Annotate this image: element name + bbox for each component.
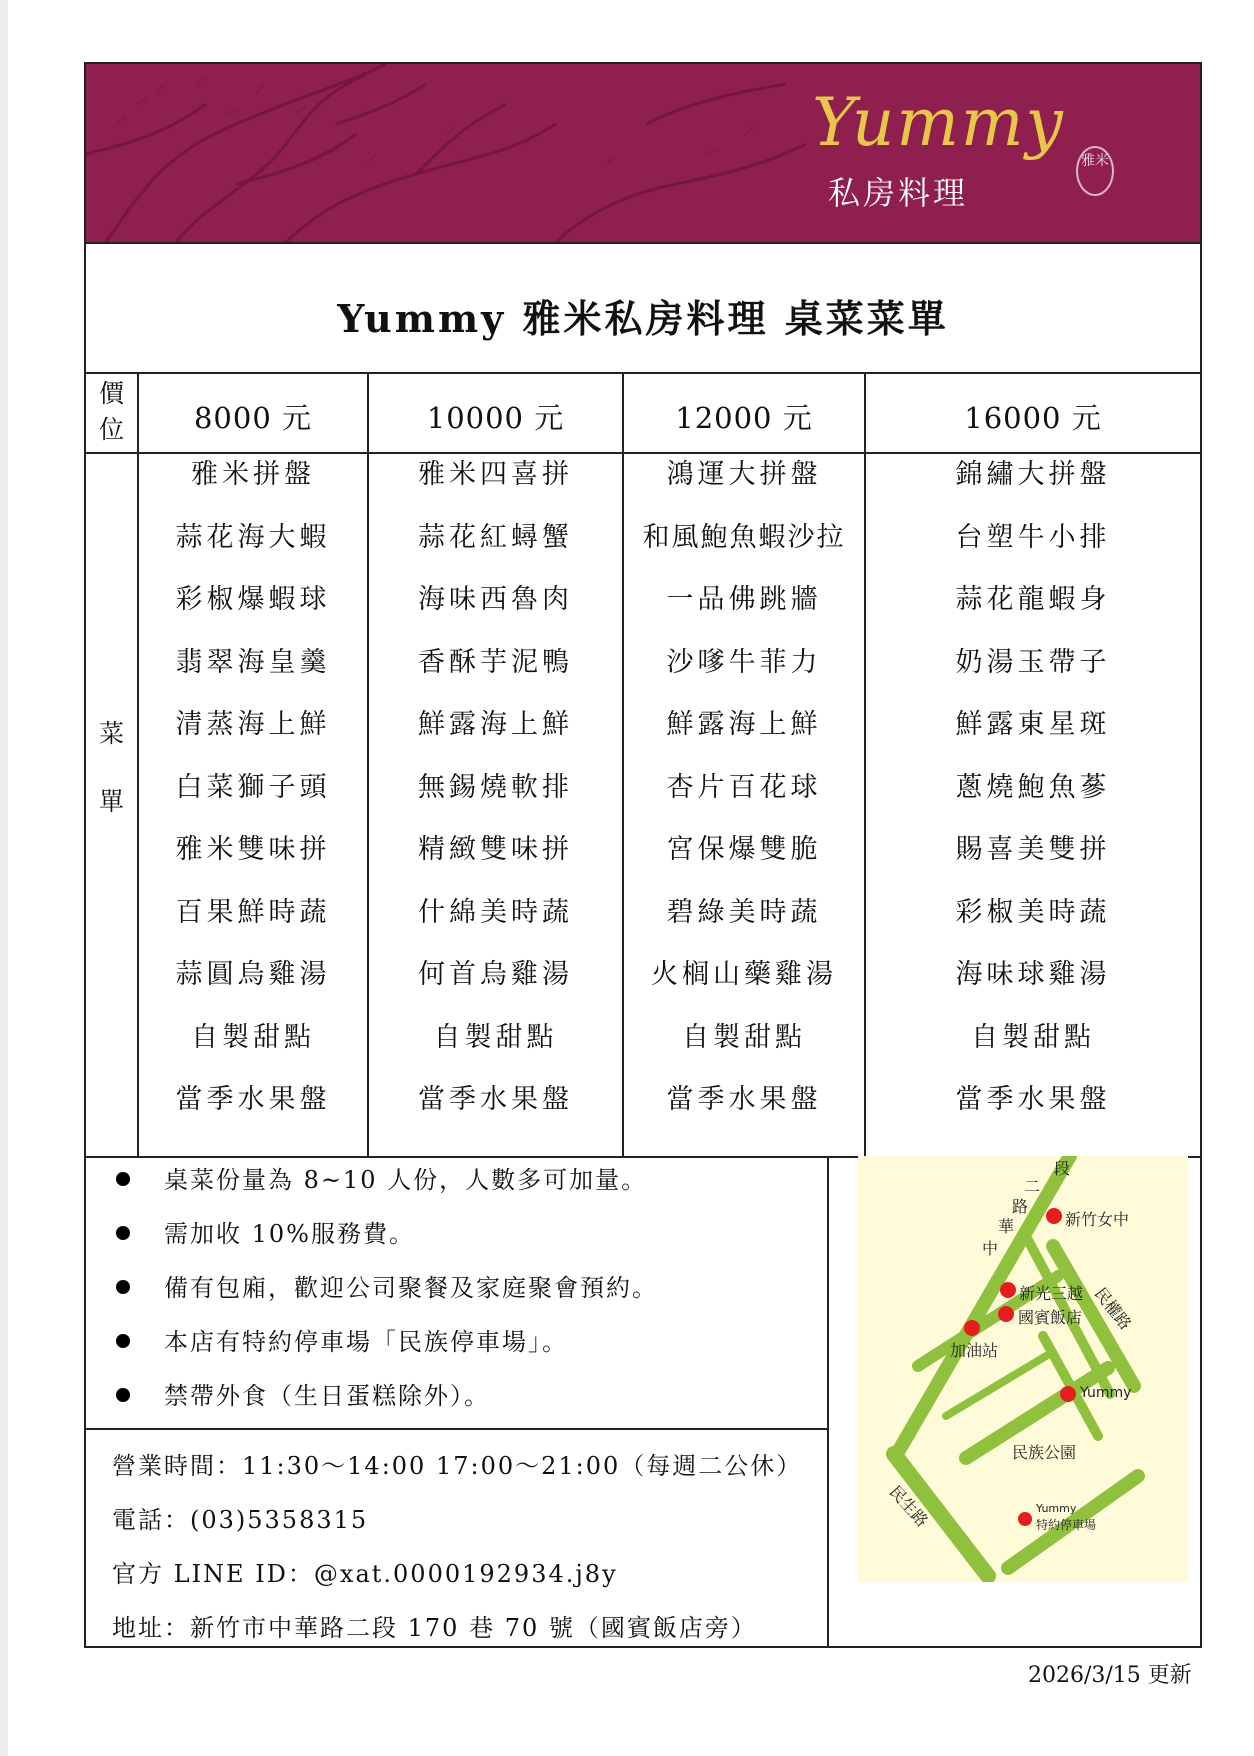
road-label: 二: [1024, 1177, 1041, 1196]
dish-item: 當季水果盤: [175, 1084, 331, 1115]
note-text: 需加收 10%服務費。: [164, 1220, 415, 1248]
dish-item: 白菜獅子頭: [175, 771, 331, 803]
note-text: 桌菜份量為 8~10 人份，人數多可加量。: [164, 1166, 648, 1194]
road-label-minquan: 民權路: [1090, 1283, 1136, 1334]
dish-item: 鴻運大拼盤: [666, 459, 822, 490]
note-item: [116, 1322, 568, 1357]
price-label-top: 價: [98, 379, 124, 408]
dishes-16000: [866, 454, 1200, 1142]
parking-marker: [1018, 1512, 1032, 1526]
map-marker: [1046, 1208, 1062, 1224]
dish-item: 無錫燒軟排: [418, 771, 573, 803]
dish-item: 蒜花龍蝦身: [955, 584, 1111, 615]
dish-item: 什綿美時蔬: [418, 896, 573, 928]
address: 地址：新竹市中華路二段 170 巷 70 號（國賓飯店旁）: [112, 1614, 757, 1642]
price-label: [86, 372, 137, 452]
note-item: [116, 1376, 490, 1411]
yummy-marker: [1060, 1386, 1076, 1402]
dish-item: 沙嗲牛菲力: [666, 646, 822, 678]
note-text: 禁帶外食（生日蛋糕除外）。: [164, 1382, 490, 1410]
map-marker: [1000, 1282, 1016, 1298]
dish-item: 自製甜點: [191, 1021, 315, 1053]
location-map: [858, 1156, 1188, 1582]
logo-subtitle: 私房料理: [828, 174, 969, 212]
map-marker: [964, 1320, 980, 1336]
bullet-icon: [116, 1334, 130, 1348]
menu-label-top: 菜: [98, 719, 124, 748]
bullet-icon: [116, 1280, 130, 1294]
road-label: 段: [1054, 1159, 1071, 1178]
dish-item: 自製甜點: [971, 1021, 1095, 1053]
place-label: 特約停車場: [1036, 1518, 1097, 1532]
dish-item: 當季水果盤: [666, 1084, 822, 1115]
dish-item: 雅米拼盤: [191, 459, 315, 490]
place-label: 新光三越: [1019, 1284, 1084, 1303]
place-label: 民族公園: [1012, 1443, 1077, 1462]
menu-label-bottom: 單: [98, 787, 124, 816]
dishes-10000: [369, 454, 622, 1142]
dishes-12000: [624, 454, 864, 1142]
bullet-icon: [116, 1172, 130, 1186]
logo-seal-text: 雅米: [1081, 153, 1109, 169]
price-16000: 16000 元: [964, 401, 1102, 435]
bullet-icon: [116, 1226, 130, 1240]
menu-document: [84, 62, 1202, 1648]
place-label: Yummy: [1080, 1385, 1132, 1401]
price-12000: 12000 元: [675, 401, 813, 435]
logo-script-text: Yummy: [812, 84, 1065, 161]
dish-item: 碧綠美時蔬: [666, 896, 822, 928]
dish-item: 賜喜美雙拼: [955, 834, 1111, 865]
bullet-icon: [116, 1388, 130, 1402]
dishes-8000: [139, 454, 367, 1142]
dish-item: 鮮露海上鮮: [418, 709, 573, 740]
dish-item: 宮保爆雙脆: [666, 834, 822, 865]
dish-item: 自製甜點: [682, 1021, 806, 1053]
road-label: 路: [1012, 1197, 1029, 1216]
page-title: Yummy 雅米私房料理 桌菜菜單: [337, 296, 949, 341]
dish-item: 奶湯玉帶子: [955, 646, 1111, 678]
dish-item: 蔥燒鮑魚蔘: [955, 771, 1111, 803]
title-row: [86, 242, 1200, 374]
place-label: 加油站: [950, 1341, 999, 1360]
dish-item: 何首烏雞湯: [418, 959, 573, 990]
business-hours: 營業時間：11:30～14:00 17:00～21:00（每週二公休）: [112, 1452, 803, 1480]
dish-item: 清蒸海上鮮: [175, 709, 331, 740]
dish-item: 火榈山藥雞湯: [651, 959, 837, 990]
road-label-minsheng: 民生路: [885, 1482, 932, 1531]
place-label: 國賓飯店: [1018, 1308, 1083, 1327]
dish-item: 精緻雙味拼: [418, 834, 573, 865]
dish-item: 鮮露東星斑: [955, 709, 1111, 740]
page-edge: [0, 0, 8, 1756]
price-label-bottom: 位: [98, 415, 124, 444]
phone-number: 電話：(03)5358315: [112, 1506, 369, 1534]
price-10000: 10000 元: [426, 401, 565, 435]
dish-item: 雅米雙味拼: [175, 834, 331, 865]
dish-item: 香酥芋泥鴨: [418, 646, 573, 678]
dish-item: 台塑牛小排: [955, 521, 1111, 553]
header-banner: [86, 64, 1200, 242]
info-section: [86, 1156, 1200, 1646]
dish-item: 翡翠海皇羹: [175, 646, 331, 678]
dish-item: 一品佛跳牆: [666, 584, 822, 615]
dish-item: 蒜花紅蟳蟹: [418, 521, 573, 553]
dish-item: 蒜花海大蝦: [175, 521, 331, 553]
info-divider: [86, 1428, 827, 1430]
dish-item: 當季水果盤: [418, 1084, 573, 1115]
note-item: [116, 1214, 415, 1249]
road-label: 中: [982, 1239, 999, 1258]
price-8000: 8000 元: [193, 401, 313, 435]
dish-item: 自製甜點: [433, 1021, 558, 1053]
dish-item: 百果鮮時蔬: [175, 896, 331, 928]
dish-item: 蒜圓烏雞湯: [175, 959, 331, 990]
dish-item: 海味球雞湯: [955, 959, 1111, 990]
logo-seal: [1076, 146, 1114, 196]
road-label: 華: [998, 1217, 1015, 1236]
menu-table: [86, 372, 1200, 1158]
dish-item: 鮮露海上鮮: [666, 709, 822, 740]
place-label: Yummy: [1036, 1502, 1077, 1515]
note-item: [116, 1268, 658, 1303]
note-text: 本店有特約停車場「民族停車場」。: [164, 1328, 568, 1356]
dish-item: 杏片百花球: [666, 771, 822, 803]
line-id: 官方 LINE ID：@xat.0000192934.j8y: [112, 1560, 618, 1588]
dish-item: 雅米四喜拼: [418, 459, 573, 490]
dish-item: 當季水果盤: [955, 1084, 1111, 1115]
map-marker: [998, 1306, 1014, 1322]
dish-item: 海味西魯肉: [418, 584, 573, 615]
place-label: 新竹女中: [1065, 1210, 1130, 1229]
menu-label: [86, 452, 137, 1158]
dish-item: 錦繡大拼盤: [955, 459, 1111, 490]
note-text: 備有包廂，歡迎公司聚餐及家庭聚會預約。: [164, 1274, 658, 1302]
dish-item: 和風鮑魚蝦沙拉: [642, 521, 846, 553]
dish-item: 彩椒爆蝦球: [175, 584, 331, 615]
notes-panel: [86, 1156, 829, 1646]
dish-item: 彩椒美時蔬: [955, 896, 1111, 928]
note-item: [116, 1160, 647, 1195]
last-updated: 2026/3/15 更新: [1028, 1663, 1192, 1688]
